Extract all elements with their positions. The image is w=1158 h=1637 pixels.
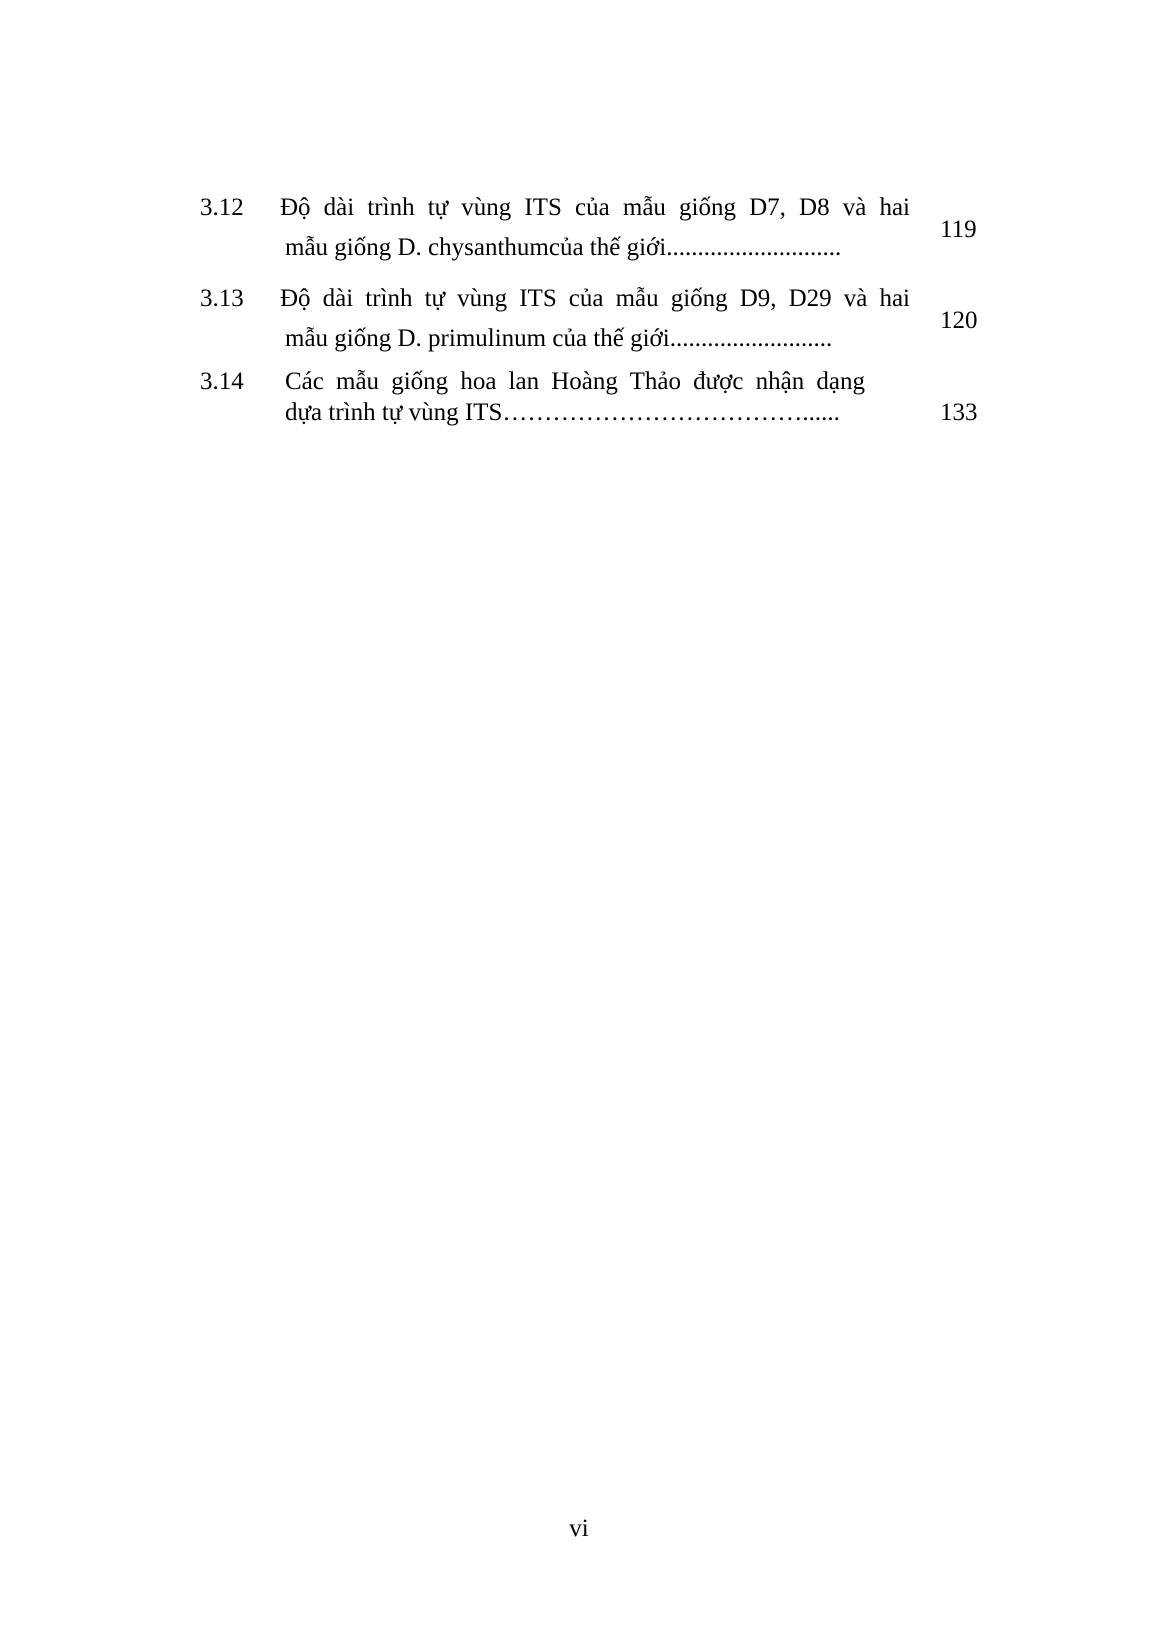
entry-number: 3.13 — [200, 285, 244, 312]
entry-title-line-2: dựa trình tự vùng ITS………………………………...... — [285, 399, 840, 426]
entry-title-line-2: mẫu giống D. chysanthumcủa thế giới............................ — [285, 234, 842, 261]
entry-page-number: 133 — [940, 399, 978, 426]
entry-page-number: 120 — [940, 307, 978, 334]
entry-title-line-2: mẫu giống D. primulinum của thế giới.......................... — [285, 325, 833, 352]
toc-entry — [200, 369, 1010, 429]
entry-number: 3.12 — [200, 194, 244, 221]
entry-title-line-1: Độ dài trình tự vùng ITS của mẫu giống D9, D29 và hai — [280, 285, 910, 312]
toc-entry — [200, 195, 1010, 275]
page-footer-number: vi — [569, 1515, 589, 1542]
entry-title-line-1: Các mẫu giống hoa lan Hoàng Thảo được nhận dạng — [285, 368, 865, 395]
toc-entry — [200, 286, 1010, 366]
entry-page-number: 119 — [940, 216, 977, 243]
entry-title-line-1: Độ dài trình tự vùng ITS của mẫu giống D7, D8 và hai — [280, 194, 910, 221]
entry-number: 3.14 — [200, 368, 244, 395]
